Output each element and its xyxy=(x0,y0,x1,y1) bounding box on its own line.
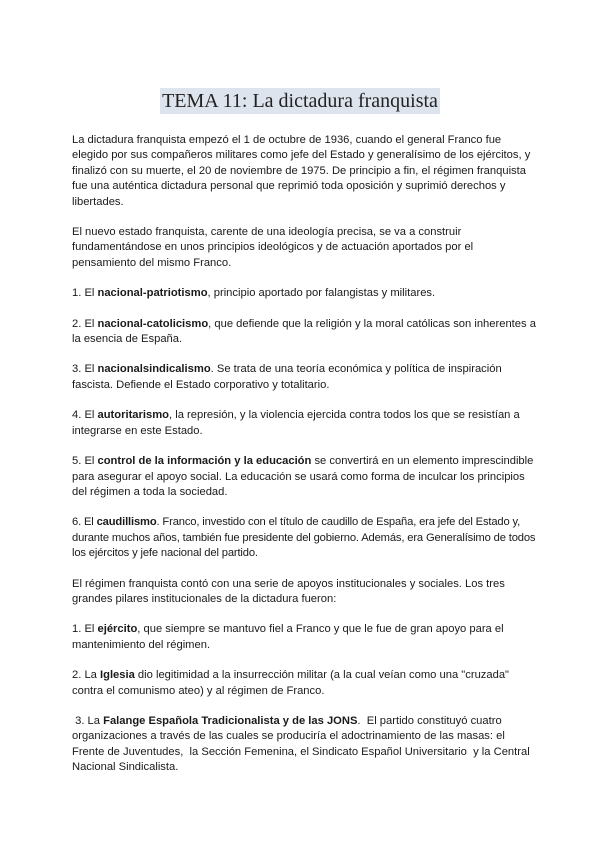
item-text: , que defiende que la religión y la moral católicas son inherentes a la esencia de España. xyxy=(72,317,536,346)
principio-item xyxy=(72,362,536,393)
pilar-item xyxy=(72,714,536,776)
item-term: Iglesia xyxy=(100,669,135,682)
apoyos-paragraph: El régimen franquista contó con una serie de apoyos institucionales y sociales. Los tres grandes pilares institucionales de la dictadura fueron: xyxy=(72,577,505,605)
item-prefix: 1. El xyxy=(72,287,98,300)
item-text: se convertirá en un elemento imprescindible para asegurar el apoyo social. La educación se usará como forma de inculcar los principios del régimen a toda la sociedad. xyxy=(72,455,534,498)
item-prefix: 1. El xyxy=(72,623,98,636)
document-title: TEMA 11: La dictadura franquista xyxy=(162,90,438,112)
item-term: autoritarismo xyxy=(97,409,169,422)
item-text: . Se trata de una teoría económica y política de inspiración fascista. Defiende el Estado corporativo y totalitario. xyxy=(72,363,502,391)
item-prefix: 5. El xyxy=(72,455,98,468)
item-term: nacionalsindicalismo xyxy=(97,363,211,376)
item-term: ejército xyxy=(97,623,138,636)
pilar-item xyxy=(72,668,536,699)
principio-item xyxy=(72,317,536,348)
principio-item xyxy=(72,454,536,500)
item-term: Falange Española Tradicionalista y de las JONS xyxy=(103,714,358,727)
pilar-item xyxy=(72,622,536,653)
item-text: . Franco, investido con el título de caudillo de España, era jefe del Estado y, durante muchos años, también fue presidente del gobierno. Además, era Generalísimo de todos los ejércitos y jefe nacional del partido. xyxy=(72,516,536,560)
item-text: , que siempre se mantuvo fiel a Franco y que le fue de gran apoyo para el mantenimiento del régimen. xyxy=(72,623,504,651)
item-prefix: 4. El xyxy=(72,409,98,422)
item-prefix: 3. La xyxy=(72,714,104,727)
item-prefix: 6. El xyxy=(72,516,97,529)
item-term: nacional-catolicismo xyxy=(97,317,209,330)
item-term: control de la información y la educación xyxy=(97,455,312,468)
title-container xyxy=(0,88,600,114)
item-prefix: 2. El xyxy=(72,317,98,330)
item-text: , principio aportado por falangistas y militares. xyxy=(207,287,436,300)
principio-item xyxy=(72,286,536,301)
intro-paragraph: La dictadura franquista empezó el 1 de octubre de 1936, cuando el general Franco fue elegido por sus compañeros militares como jefe del Estado y generalísimo de los ejércitos, y finalizó con su muerte, el 20 de noviembre de 1975. De principio a fin, el régimen franquista fue una auténtica dictadura personal que reprimió toda oposición y suprimió derechos y libertades. xyxy=(72,134,531,208)
item-text: dio legitimidad a la insurrección militar (a la cual veían como una "cruzada" contra el comunismo ateo) y al régimen de Franco. xyxy=(72,669,510,697)
item-text: , la represión, y la violencia ejercida contra todos los que se resistían a integrarse en este Estado. xyxy=(72,409,520,437)
item-prefix: 3. El xyxy=(72,363,98,376)
estado-paragraph: El nuevo estado franquista, carente de una ideología precisa, se va a construir fundamentándose en unos principios ideológicos y de actuación aportados por el pensamiento del mismo Franco. xyxy=(72,226,474,269)
principio-item xyxy=(72,408,536,439)
item-term: caudillismo xyxy=(96,516,157,529)
principio-item xyxy=(72,515,536,561)
item-term: nacional-patriotismo xyxy=(97,287,208,300)
item-prefix: 2. La xyxy=(72,669,100,682)
document-body xyxy=(72,133,536,791)
item-text: . El partido constituyó cuatro organizaciones a través de las cuales se produciría el adoctrinamiento de las masas: el Frente de Juventudes, la Sección Femenina, el Sindicato Español Universitario y la Central Nacional Sindicalista. xyxy=(72,714,533,774)
